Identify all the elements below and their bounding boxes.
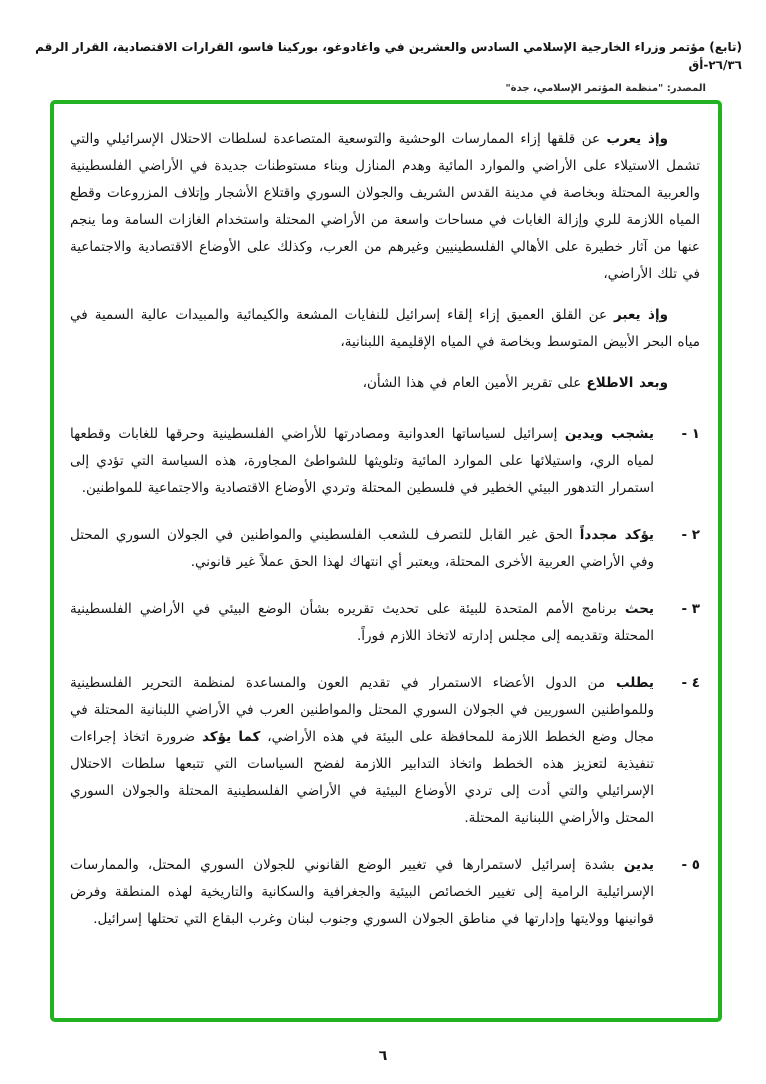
- list-item-1: [70, 421, 700, 502]
- list-item-5: [70, 852, 700, 933]
- item-paragraph-4: [70, 670, 654, 832]
- item-body-4: من الدول الأعضاء الاستمرار في تقديم العون والمساعدة لمنظمة التحرير الفلسطينية وللمواطنين السوريين في الجولان السوري المحتل والمواطنين العرب في الأراضي اللبنانية المحتلة في مجال وضع الخطط اللازمة للمحافظة على البيئة في هذه الأراضي،: [70, 675, 654, 745]
- item-body-3: برنامج الأمم المتحدة للبيئة على تحديث تقريره بشأن الوضع البيئي في الأراضي الفلسطينية المحتلة وتقديمه إلى مجلس إدارته لاتخاذ اللازم فوراً.: [70, 601, 654, 644]
- item-lead-3: يحث: [624, 601, 654, 617]
- preamble-paragraph-1: [70, 126, 700, 288]
- item-body-2: الحق غير القابل للتصرف للشعب الفلسطيني والمواطنين في الجولان السوري المحتل وفي الأراضي العربية الأخرى المحتلة، ويعتبر أي انتهاك لهذا الحق عملاً غير قانوني.: [70, 527, 654, 570]
- item-number-4: ٤ -: [681, 675, 700, 691]
- item-body-1: إسرائيل لسياساتها العدوانية ومصادرتها للأراضي الفلسطينية وحرقها للغابات وقطعها لمياه الري، واستيلائها على الموارد المائية وتلويثها للشواطئ المجاورة، هذه السياسة التي تؤدي إلى استمرار التدهور البيئي الخطير في فلسطين المحتلة وتردي الأوضاع الاقتصادية والاجتماعية للمواطنين.: [70, 426, 654, 496]
- item-number-5: ٥ -: [681, 857, 700, 873]
- item-paragraph-2: [70, 522, 654, 576]
- item-lead-5: يدين: [623, 857, 654, 873]
- list-item-4: [70, 670, 700, 832]
- item-paragraph-5: [70, 852, 654, 933]
- item-lead-1: يشجب ويدين: [564, 426, 654, 442]
- preamble-text-1: عن قلقها إزاء الممارسات الوحشية والتوسعية المتصاعدة لسلطات الاحتلال الإسرائيلي والتي تشمل الاستيلاء على الأراضي والموارد المائية وهدم المنازل وبناء مستوطنات جديدة في الأراضي الفلسطينية والعربية المحتلة وبخاصة في مدينة القدس الشريف والجولان السوري واقتلاع الأشجار وإتلاف المزروعات وقطع المياه اللازمة للري وإزالة الغابات في مساحات واسعة من الأراضي المحتلة واستخدام الغازات السامة وما ينجم عنها من آثار خطيرة على الأهالي الفلسطينيين وغيرهم من العرب، وكذلك على الأوضاع الاقتصادية والاجتماعية في تلك الأراضي،: [70, 131, 700, 282]
- item-paragraph-1: [70, 421, 654, 502]
- page-number: ٦: [378, 1048, 388, 1064]
- document-header: [0, 0, 766, 94]
- list-item-3: [70, 596, 700, 650]
- preamble-paragraph-3: [70, 370, 700, 397]
- content-frame: [50, 100, 722, 1022]
- header-title-line: (تابع) مؤتمر وزراء الخارجية الإسلامي السادس والعشرين في واغادوغو، بوركينا فاسو، القرارات الاقتصادية، القرار الرقم ٢٦/٣٦-أق: [35, 40, 742, 72]
- preamble-text-3: على تقرير الأمين العام في هذا الشأن،: [362, 375, 587, 391]
- item-paragraph-3: [70, 596, 654, 650]
- item-number-1: ١ -: [681, 426, 700, 442]
- item-lead-4b: كما يؤكد: [201, 729, 261, 745]
- preamble-lead-1: وإذ يعرب: [606, 131, 668, 147]
- operative-items: [70, 421, 700, 933]
- item-lead-4: يطلب: [615, 675, 654, 691]
- preamble-lead-3: وبعد الاطلاع: [586, 375, 668, 391]
- item-number-3: ٣ -: [681, 601, 700, 617]
- preamble-lead-2: وإذ يعبر: [614, 307, 668, 323]
- item-body-5: بشدة إسرائيل لاستمرارها في تغيير الوضع القانوني للجولان السوري المحتل، والممارسات الإسرائيلية الرامية إلى تغيير الخصائص البيئية والجغرافية والسكانية والتاريخية لهذه المنطقة وفرض قوانينها وولايتها وإدارتها في مناطق الجولان السوري وجنوب لبنان وغرب البقاع التي تحتلها إسرائيل.: [70, 857, 654, 927]
- preamble-text-2: عن القلق العميق إزاء إلقاء إسرائيل للنفايات المشعة والكيمائية والمبيدات عالية السمية في مياه البحر الأبيض المتوسط وبخاصة في المياه الإقليمية اللبنانية،: [70, 307, 700, 350]
- source-line: المصدر: "منظمة المؤتمر الإسلامي، جدة": [505, 83, 706, 94]
- item-lead-2: يؤكد مجدداً: [579, 527, 654, 543]
- item-number-2: ٢ -: [681, 527, 700, 543]
- item-body-4b: ضرورة اتخاذ إجراءات تنفيذية لتعزيز هذه الخطط واتخاذ التدابير اللازمة لفضح السياسات التي تتبعها سلطات الاحتلال الإسرائيلي والتي أدت إلى تردي الأوضاع البيئية في الأراضي الفلسطينية المحتلة والجولان السوري المحتل والأراضي اللبنانية المحتلة.: [70, 729, 654, 826]
- preamble-paragraph-2: [70, 302, 700, 356]
- list-item-2: [70, 522, 700, 576]
